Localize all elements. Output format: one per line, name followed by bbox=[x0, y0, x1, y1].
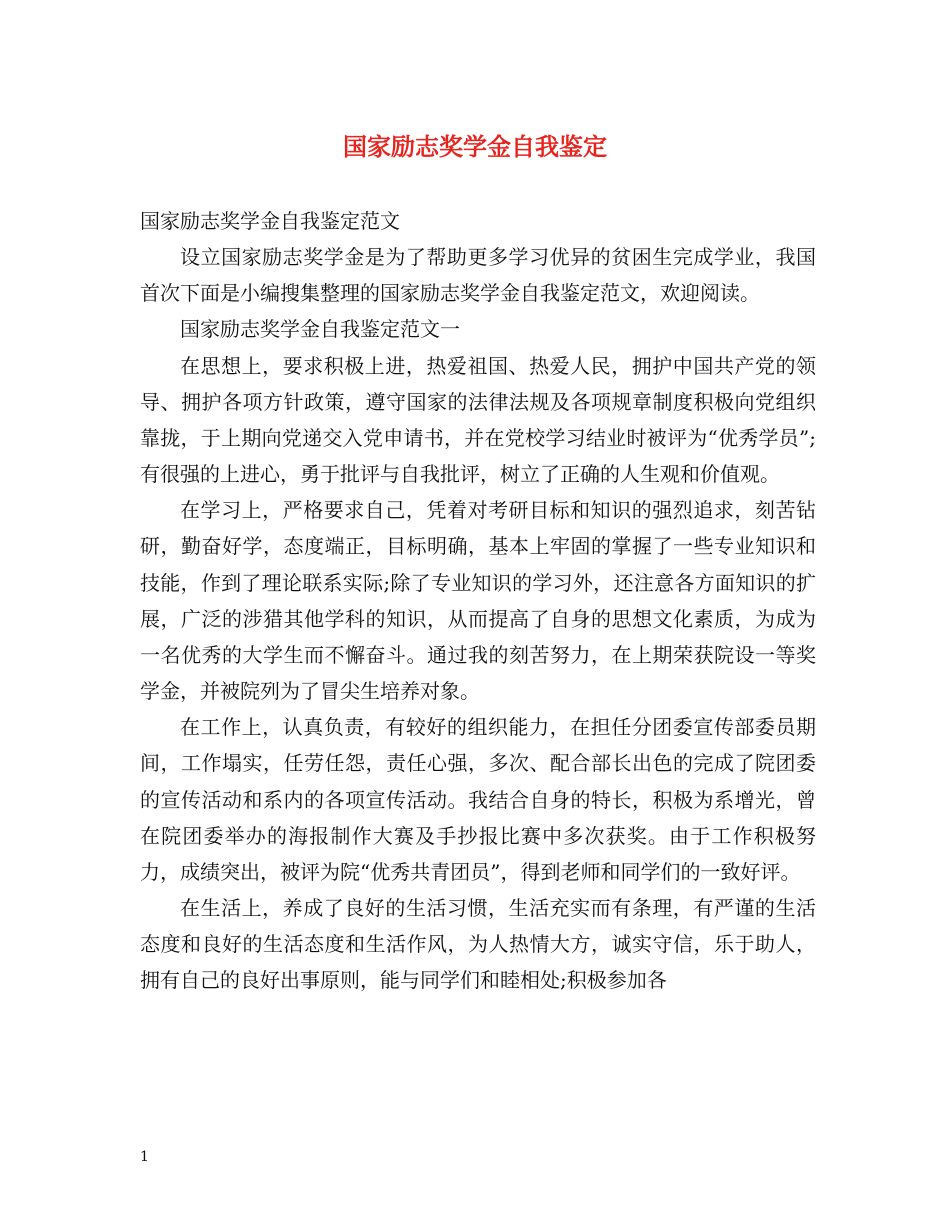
paragraph-work: 在工作上，认真负责，有较好的组织能力，在担任分团委宣传部委员期间，工作塌实，任劳任怨，责任心强，多次、配合部长出色的完成了院团委的宣传活动和系内的各项宣传活动。我结合自身的特长，积极为系增光，曾在院团委举办的海报制作大赛及手抄报比赛中多次获奖。由于工作积极努力，成绩突出，被评为院“优秀共青团员”，得到老师和同学们的一致好评。 bbox=[140, 715, 816, 884]
paragraph-thought: 在思想上，要求积极上进，热爱祖国、热爱人民，拥护中国共产党的领导、拥护各项方针政策，遵守国家的法律法规及各项规章制度积极向党组织靠拢，于上期向党递交入党申请书，并在党校学习结业时被评为“优秀学员”;有很强的上进心，勇于批评与自我批评，树立了正确的人生观和价值观。 bbox=[140, 353, 816, 487]
page-number: 1 bbox=[140, 1149, 149, 1165]
paragraph-study: 在学习上，严格要求自己，凭着对考研目标和知识的强烈追求，刻苦钻研，勤奋好学，态度端正，目标明确，基本上牢固的掌握了一些专业知识和技能，作到了理论联系实际;除了专业知识的学习外，还注意各方面知识的扩展，广泛的涉猎其他学科的知识，从而提高了自身的思想文化素质，为成为一名优秀的大学生而不懈奋斗。通过我的刻苦努力，在上期荣获院设一等奖学金，并被院列为了冒尖生培养对象。 bbox=[140, 498, 816, 704]
intro-paragraph: 设立国家励志奖学金是为了帮助更多学习优异的贫困生完成学业，我国首次下面是小编搜集整理的国家励志奖学金自我鉴定范文，欢迎阅读。 bbox=[140, 245, 816, 306]
section-heading: 国家励志奖学金自我鉴定范文 bbox=[140, 209, 400, 233]
document-title: 国家励志奖学金自我鉴定 bbox=[343, 132, 607, 161]
paragraph-life: 在生活上，养成了良好的生活习惯，生活充实而有条理，有严谨的生活态度和良好的生活态度和生活作风，为人热情大方，诚实守信，乐于助人，拥有自己的良好出事原则，能与同学们和睦相处;积极参加各 bbox=[140, 895, 816, 993]
example-heading: 国家励志奖学金自我鉴定范文一 bbox=[180, 317, 460, 342]
document-body bbox=[140, 203, 816, 998]
